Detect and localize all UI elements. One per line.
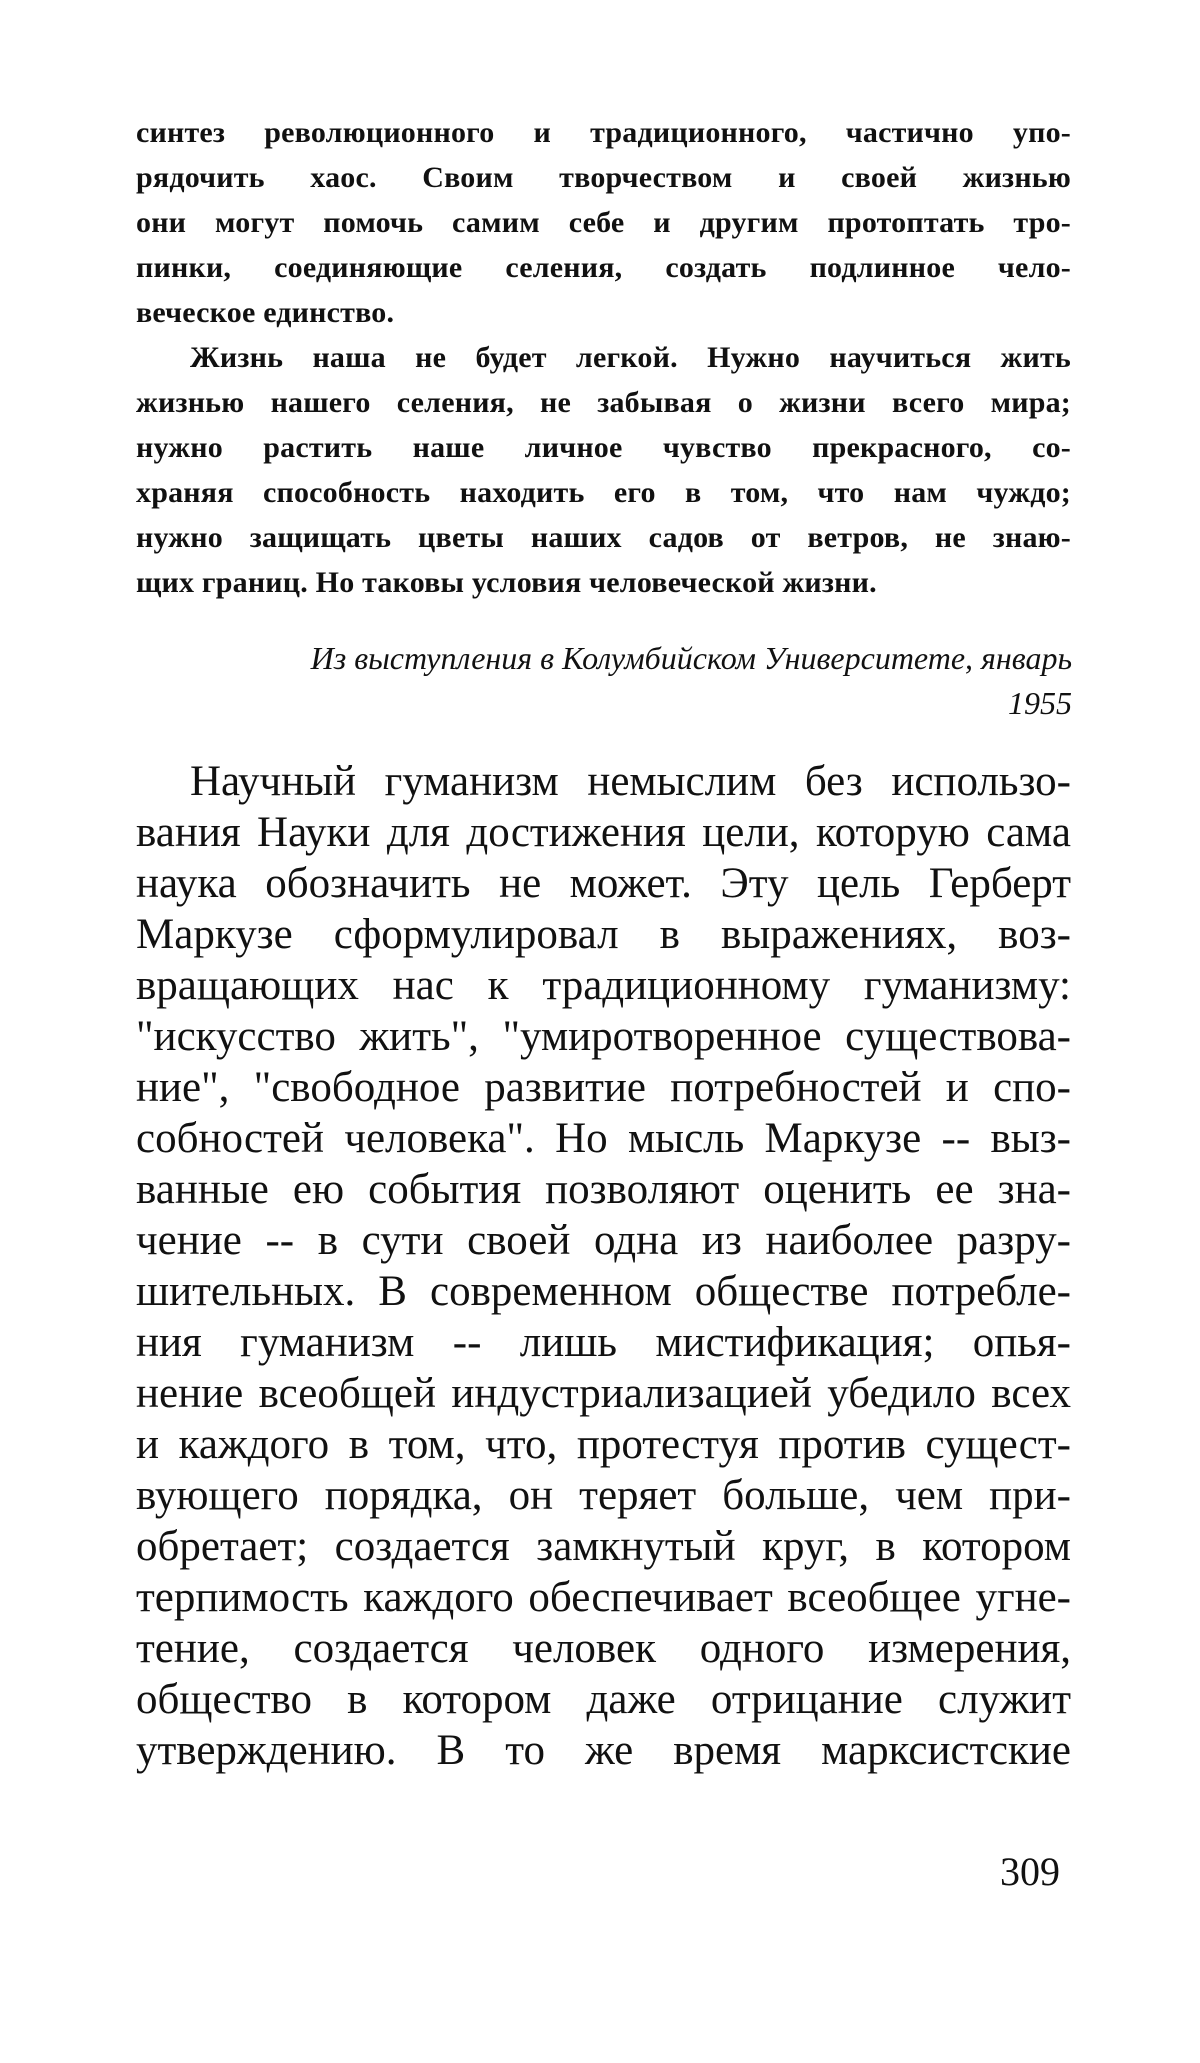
text-line: нужно защищать цветы наших садов от ветров, не знаю- bbox=[136, 521, 1071, 554]
text-line: нужно растить наше личное чувство прекрасного, со- bbox=[136, 431, 1071, 464]
text-line: синтез революционного и традиционного, частично упо- bbox=[136, 116, 1071, 149]
text-line: пинки, соединяющие селения, создать подлинное чело- bbox=[136, 251, 1071, 284]
text-line: наука обозначить не может. Эту цель Герберт bbox=[136, 860, 1071, 907]
text-line: нение всеобщей индустриализацией убедило всех bbox=[136, 1370, 1071, 1417]
text-line: веческое единство. bbox=[136, 296, 395, 329]
attribution-line: Из выступления в Колумбийском Университете, январь bbox=[310, 640, 1072, 676]
text-line: "искусство жить", "умиротворенное существова- bbox=[136, 1013, 1071, 1060]
text-line: утверждению. В то же время марксистские bbox=[136, 1727, 1071, 1774]
attribution-year: 1955 bbox=[1008, 685, 1072, 721]
text-line: Жизнь наша не будет легкой. Нужно научиться жить bbox=[190, 341, 1071, 374]
text-line: общество в котором даже отрицание служит bbox=[136, 1676, 1071, 1723]
text-line: ванные ею события позволяют оценить ее зна- bbox=[136, 1166, 1071, 1213]
text-line: терпимость каждого обеспечивает всеобщее угне- bbox=[136, 1574, 1071, 1621]
text-line: щих границ. Но таковы условия человеческой жизни. bbox=[136, 566, 877, 599]
text-line: вращающих нас к традиционному гуманизму: bbox=[136, 962, 1071, 1009]
text-line: ния гуманизм -- лишь мистификация; опья- bbox=[136, 1319, 1071, 1366]
text-line: вания Науки для достижения цели, которую сама bbox=[136, 809, 1071, 856]
text-line: Маркузе сформулировал в выражениях, воз- bbox=[136, 911, 1071, 958]
text-line: они могут помочь самим себе и другим протоптать тро- bbox=[136, 206, 1071, 239]
text-line: чение -- в сути своей одна из наиболее разру- bbox=[136, 1217, 1071, 1264]
text-line: шительных. В современном обществе потребле- bbox=[136, 1268, 1071, 1315]
text-line: храняя способность находить его в том, что нам чуждо; bbox=[136, 476, 1071, 509]
text-line: и каждого в том, что, протестуя против сущест- bbox=[136, 1421, 1071, 1468]
text-line: Научный гуманизм немыслим без использо- bbox=[190, 758, 1071, 805]
text-line: тение, создается человек одного измерения, bbox=[136, 1625, 1071, 1672]
text-line: собностей человека". Но мысль Маркузе -- выз- bbox=[136, 1115, 1071, 1162]
text-line: жизнью нашего селения, не забывая о жизни всего мира; bbox=[136, 386, 1071, 419]
text-line: вующего порядка, он теряет больше, чем при- bbox=[136, 1472, 1071, 1519]
page-number: 309 bbox=[1000, 1849, 1060, 1894]
text-line: рядочить хаос. Своим творчеством и своей жизнью bbox=[136, 161, 1071, 194]
text-line: обретает; создается замкнутый круг, в котором bbox=[136, 1523, 1071, 1570]
text-line: ние", "свободное развитие потребностей и спо- bbox=[136, 1064, 1071, 1111]
